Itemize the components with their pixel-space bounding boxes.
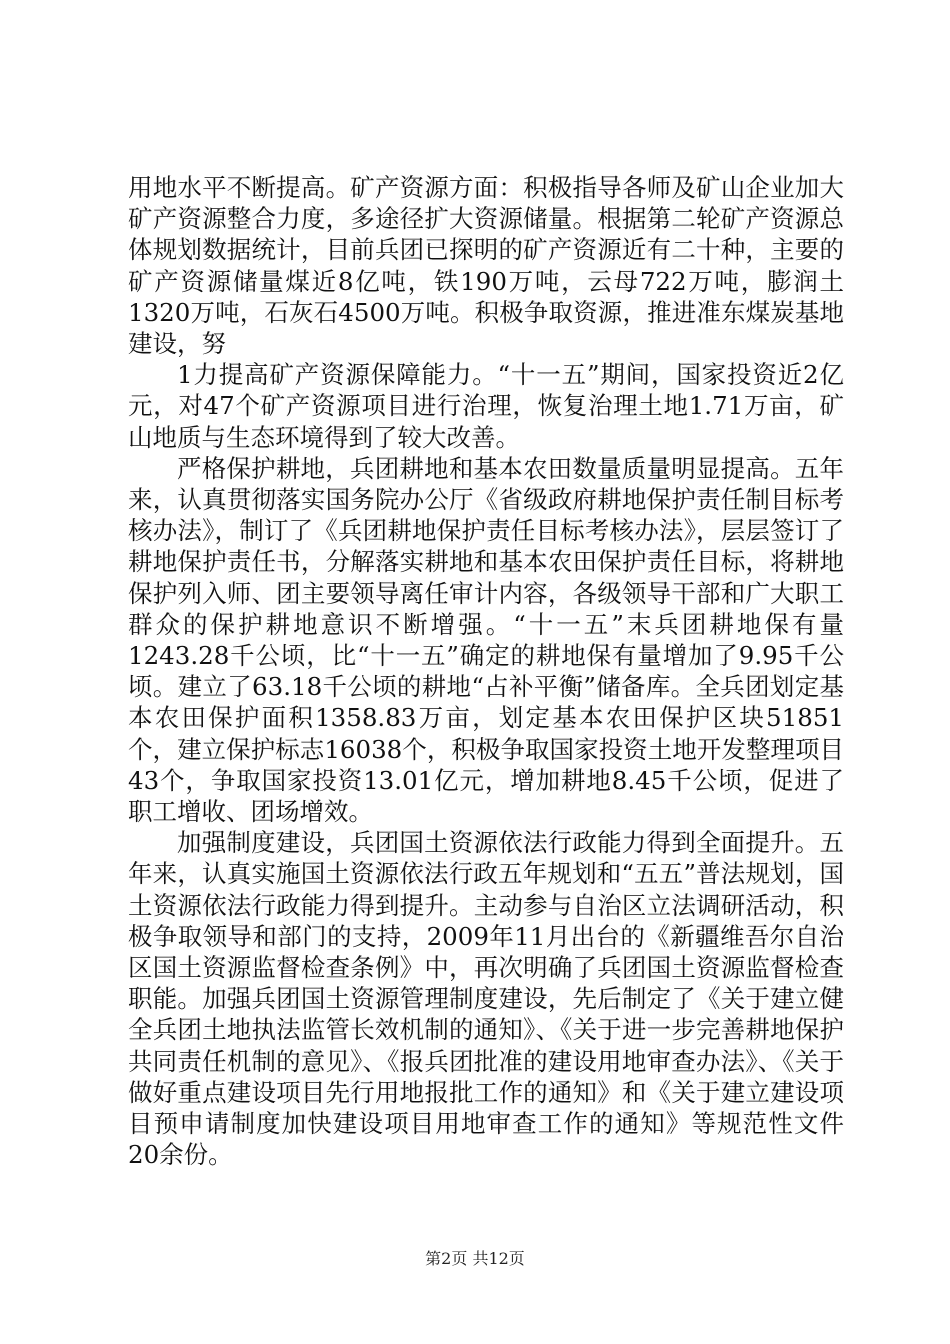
paragraph-mining-resources: 用地水平不断提高。矿产资源方面：积极指导各师及矿山企业加大矿产资源整合力度，多途径扩大资源储量。根据第二轮矿产资源总体规划数据统计，目前兵团已探明的矿产资源近有二十种，主要的矿产资源储量煤近8亿吨，铁190万吨，云母722万吨，膨润土1320万吨，石灰石4500万吨。积极争取资源，推进准东煤炭基地建设，努 [128,173,844,359]
paragraph-mining-protection: 1力提高矿产资源保障能力。“十一五”期间，国家投资近2亿元，对47个矿产资源项目进行治理，恢复治理土地1.71万亩，矿山地质与生态环境得到了较大改善。 [128,360,844,452]
document-body [128,172,844,1171]
page-number-footer: 第2页 共12页 [425,1249,525,1268]
paragraph-institution-building: 加强制度建设，兵团国土资源依法行政能力得到全面提升。五年来，认真实施国土资源依法行政五年规划和“五五”普法规划，国土资源依法行政能力得到提升。主动参与自治区立法调研活动，积极争取领导和部门的支持，2009年11月出台的《新疆维吾尔自治区国土资源监督检查条例》中，再次明确了兵团国土资源监督检查职能。加强兵团国土资源管理制度建设，先后制定了《关于建立健全兵团土地执法监管长效机制的通知》、《关于进一步完善耕地保护共同责任机制的意见》、《报兵团批准的建设用地审查办法》、《关于做好重点建设项目先行用地报批工作的通知》和《关于建立建设项目预申请制度加快建设项目用地审查工作的通知》等规范性文件20余份。 [128,828,844,1170]
paragraph-farmland-protection: 严格保护耕地，兵团耕地和基本农田数量质量明显提高。五年来，认真贯彻落实国务院办公厅《省级政府耕地保护责任制目标考核办法》，制订了《兵团耕地保护责任目标考核办法》，层层签订了耕地保护责任书，分解落实耕地和基本农田保护责任目标，将耕地保护列入师、团主要领导离任审计内容，各级领导干部和广大职工群众的保护耕地意识不断增强。“十一五”末兵团耕地保有量1243.28千公顷，比“十一五”确定的耕地保有量增加了9.95千公顷。建立了63.18千公顷的耕地“占补平衡”储备库。全兵团划定基本农田保护面积1358.83万亩，划定基本农田保护区块51851个，建立保护标志16038个，积极争取国家投资土地开发整理项目43个，争取国家投资13.01亿元，增加耕地8.45千公顷，促进了职工增收、团场增效。 [128,453,844,827]
